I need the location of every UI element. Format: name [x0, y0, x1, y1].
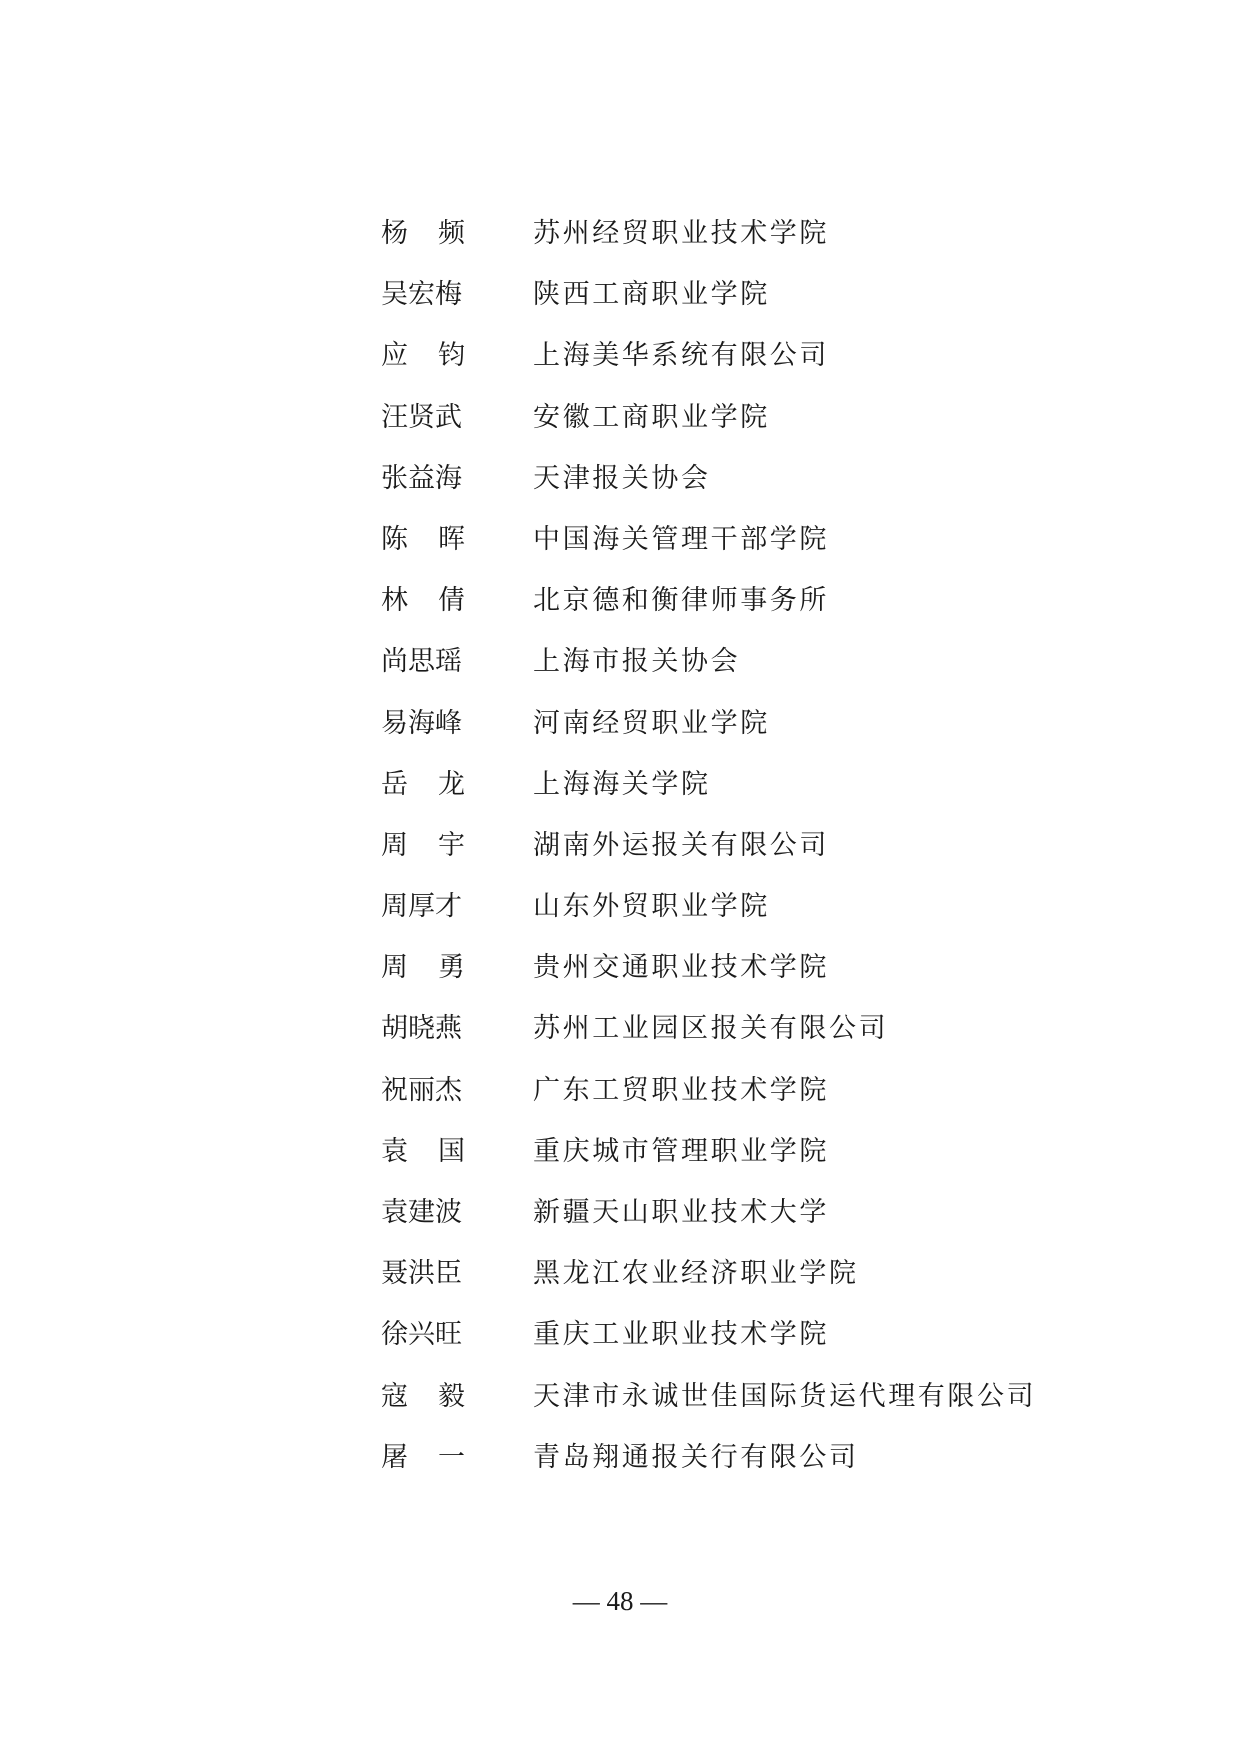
member-organization: 天津报关协会	[533, 462, 711, 494]
list-item	[381, 1381, 1036, 1442]
list-item	[381, 585, 1036, 646]
list-item	[381, 524, 1036, 585]
member-name: 张益海	[381, 462, 462, 494]
member-organization: 陕西工商职业学院	[533, 279, 770, 311]
member-name: 周 勇	[381, 952, 465, 984]
member-name: 徐兴旺	[381, 1319, 462, 1351]
list-item	[381, 830, 1036, 891]
member-organization: 中国海关管理干部学院	[533, 523, 829, 555]
member-name: 尚思瑶	[381, 646, 462, 678]
list-item	[381, 1075, 1036, 1136]
member-organization: 贵州交通职业技术学院	[533, 952, 829, 984]
member-name: 袁 国	[381, 1135, 465, 1167]
member-name: 杨 频	[381, 218, 465, 249]
member-organization: 天津市永诚世佳国际货运代理有限公司	[533, 1380, 1037, 1412]
list-item	[381, 708, 1036, 769]
member-organization: 安徽工商职业学院	[533, 401, 770, 433]
member-name: 吴宏梅	[381, 279, 462, 311]
member-name: 岳 龙	[381, 768, 465, 800]
list-item	[381, 340, 1036, 401]
list-item	[381, 463, 1036, 524]
member-name: 胡晓燕	[381, 1013, 462, 1045]
member-name: 屠 一	[381, 1441, 465, 1473]
member-organization: 上海美华系统有限公司	[533, 340, 829, 372]
member-organization: 广东工贸职业技术学院	[533, 1074, 829, 1106]
member-organization: 重庆工业职业技术学院	[533, 1319, 829, 1351]
member-name: 周 宇	[381, 829, 465, 861]
list-item	[381, 1013, 1036, 1074]
member-organization: 苏州工业园区报关有限公司	[533, 1013, 889, 1045]
member-organization: 新疆天山职业技术大学	[533, 1197, 829, 1228]
member-name: 袁建波	[381, 1197, 462, 1228]
member-organization: 上海海关学院	[533, 768, 711, 800]
list-item	[381, 1197, 1036, 1258]
list-item	[381, 402, 1036, 463]
member-name: 汪贤武	[381, 401, 462, 433]
page-number: — 48 —	[572, 1586, 668, 1616]
member-name: 寇 毅	[381, 1380, 465, 1412]
member-name: 聂洪臣	[381, 1258, 462, 1290]
member-organization: 上海市报关协会	[533, 646, 741, 678]
list-item	[381, 769, 1036, 830]
member-organization: 黑龙江农业经济职业学院	[533, 1258, 859, 1290]
member-list	[381, 218, 1036, 1503]
member-name: 易海峰	[381, 707, 462, 739]
list-item	[381, 1258, 1036, 1319]
member-name: 祝丽杰	[381, 1074, 462, 1106]
list-item	[381, 952, 1036, 1013]
list-item	[381, 1442, 1036, 1503]
member-organization: 青岛翔通报关行有限公司	[533, 1441, 859, 1473]
list-item	[381, 1136, 1036, 1197]
list-item	[381, 646, 1036, 707]
member-organization: 苏州经贸职业技术学院	[533, 218, 829, 249]
member-organization: 湖南外运报关有限公司	[533, 829, 829, 861]
member-name: 周厚才	[381, 891, 462, 923]
member-name: 陈 晖	[381, 523, 465, 555]
member-organization: 河南经贸职业学院	[533, 707, 770, 739]
member-organization: 重庆城市管理职业学院	[533, 1135, 829, 1167]
list-item	[381, 1319, 1036, 1380]
member-name: 林 倩	[381, 585, 465, 617]
member-name: 应 钧	[381, 340, 465, 372]
member-organization: 北京德和衡律师事务所	[533, 585, 829, 617]
list-item	[381, 279, 1036, 340]
list-item	[381, 218, 1036, 279]
member-organization: 山东外贸职业学院	[533, 891, 770, 923]
list-item	[381, 891, 1036, 952]
